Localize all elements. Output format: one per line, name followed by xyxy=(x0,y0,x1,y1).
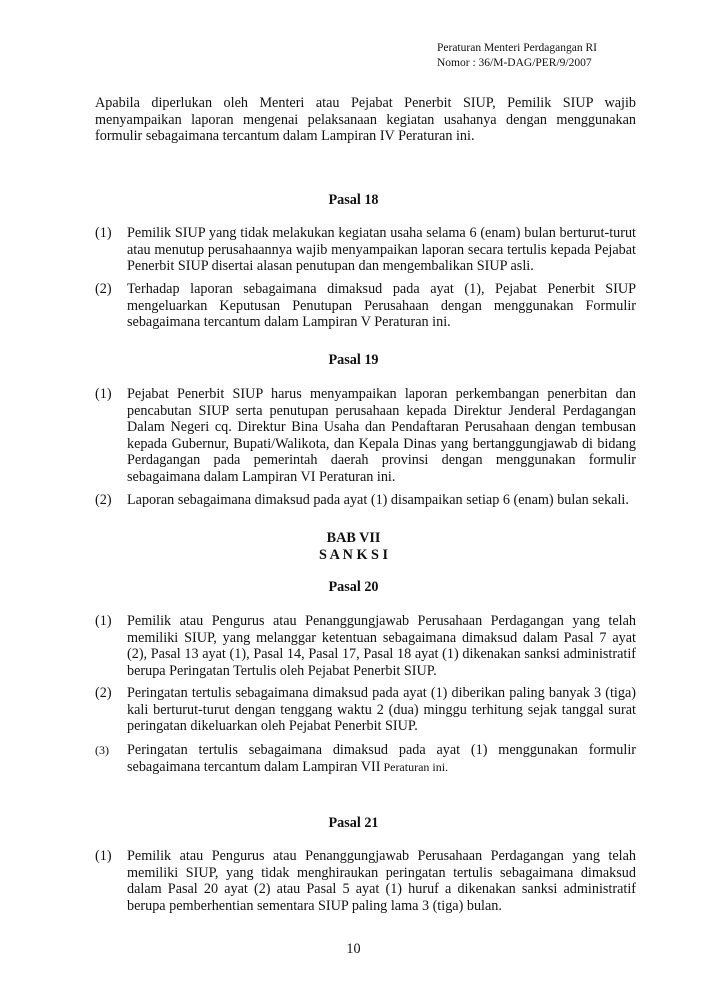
pasal-20-heading: Pasal 20 xyxy=(328,579,379,595)
ayat-number: (3) xyxy=(95,743,109,757)
pasal-18-ayat-2 xyxy=(95,281,636,331)
pasal-21-heading: Pasal 21 xyxy=(328,815,379,831)
ayat-number: (1) xyxy=(95,225,112,241)
bab-heading xyxy=(0,530,707,564)
ayat-text: Peringatan tertulis sebagaimana dimaksud pada ayat (1) diberikan paling banyak 3 (tiga) kali berturut-turut dengan tenggang waktu 2 (dua) minggu terhitung sejak tanggal surat peringatan dikeluarkan oleh Pejabat Penerbit SIUP. xyxy=(127,685,636,735)
pasal-20-ayat-3 xyxy=(95,742,636,775)
ayat-text xyxy=(127,742,636,775)
page-number: 10 xyxy=(346,941,361,957)
pasal-20-ayat-1 xyxy=(95,613,636,679)
ayat-number: (2) xyxy=(95,492,112,508)
pasal-20-ayat-2 xyxy=(95,685,636,735)
document-header xyxy=(437,41,597,71)
pasal-19-ayat-1 xyxy=(95,386,636,486)
ayat-text: Pemilik atau Pengurus atau Penanggungjawab Perusahaan Perdagangan yang telah memiliki SIUP, yang tidak menghiraukan peringatan tertulis sebagaimana dimaksud dalam Pasal 20 ayat (2) atau Pasal 5 ayat (1) huruf a dikenakan sanksi administratif berupa pemberhentian sementara SIUP paling lama 3 (tiga) bulan. xyxy=(127,848,636,914)
ayat-text: Pemilik atau Pengurus atau Penanggungjawab Perusahaan Perdagangan yang telah memiliki SIUP, yang melanggar ketentuan sebagaimana dimaksud dalam Pasal 7 ayat (2), Pasal 13 ayat (1), Pasal 14, Pasal 17, Pasal 18 ayat (1) dikenakan sanksi administratif berupa Peringatan Tertulis oleh Pejabat Penerbit SIUP. xyxy=(127,613,636,679)
header-regulation-title: Peraturan Menteri Perdagangan RI xyxy=(437,42,597,54)
pasal-19-ayat-2 xyxy=(95,492,636,509)
bab-subtitle: S A N K S I xyxy=(319,547,388,563)
ayat-text: Terhadap laporan sebagaimana dimaksud pada ayat (1), Pejabat Penerbit SIUP mengeluarkan Keputusan Penutupan Perusahaan dengan menggunakan Formulir sebagaimana tercantum dalam Lampiran V Peraturan ini. xyxy=(127,281,636,331)
ayat-number: (1) xyxy=(95,848,112,864)
ayat-number: (2) xyxy=(95,281,112,297)
bab-title: BAB VII xyxy=(326,530,381,546)
ayat-number: (1) xyxy=(95,386,112,402)
ayat-text: Laporan sebagaimana dimaksud pada ayat (1) disampaikan setiap 6 (enam) bulan sekali. xyxy=(127,492,629,508)
ayat-text: Pejabat Penerbit SIUP harus menyampaikan laporan perkembangan penerbitan dan pencabutan SIUP serta penutupan perusahaan kepada Direktur Jenderal Perdagangan Dalam Negeri cq. Direktur Bina Usaha dan Pendaftaran Perusahaan dengan tembusan kepada Gubernur, Bupati/Walikota, dan Kepala Dinas yang bertanggungjawab di bidang Perdagangan pada pemerintah daerah provinsi dengan menggunakan formulir sebagaimana dalam Lampiran VI Peraturan ini. xyxy=(127,386,636,485)
pasal-18-heading: Pasal 18 xyxy=(328,192,379,208)
ayat-text-main: Peringatan tertulis sebagaimana dimaksud pada ayat (1) menggunakan formulir sebagaimana tercantum dalam Lampiran VII xyxy=(127,742,636,775)
ayat-number: (2) xyxy=(95,685,112,701)
ayat-number: (1) xyxy=(95,613,112,629)
ayat-text-suffix: Peraturan ini. xyxy=(380,759,449,774)
intro-paragraph: Apabila diperlukan oleh Menteri atau Pejabat Penerbit SIUP, Pemilik SIUP wajib menyampaikan laporan mengenai pelaksanaan kegiatan usahanya dengan menggunakan formulir sebagaimana tercantum dalam Lampiran IV Peraturan ini. xyxy=(95,95,636,145)
pasal-18-ayat-1 xyxy=(95,225,636,275)
header-regulation-number: Nomor : 36/M-DAG/PER/9/2007 xyxy=(437,57,592,69)
pasal-21-ayat-1 xyxy=(95,848,636,914)
ayat-text: Pemilik SIUP yang tidak melakukan kegiatan usaha selama 6 (enam) bulan berturut-turut atau menutup perusahaannya wajib menyampaikan laporan secara tertulis kepada Pejabat Penerbit SIUP disertai alasan penutupan dan mengembalikan SIUP asli. xyxy=(127,225,636,275)
pasal-19-heading: Pasal 19 xyxy=(328,352,379,368)
